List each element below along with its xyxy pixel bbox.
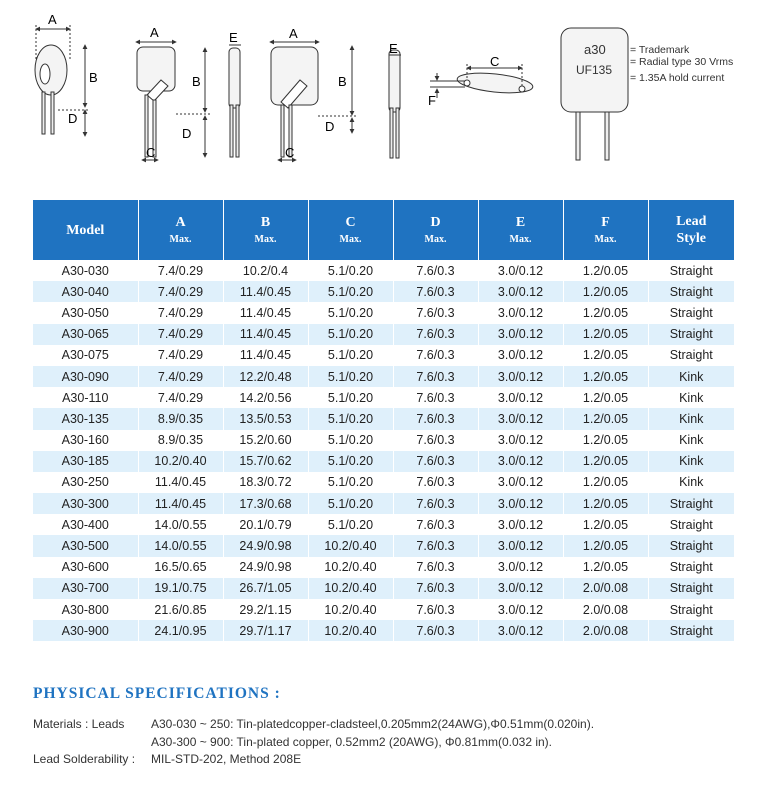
table-cell: 1.2/0.05: [563, 366, 648, 387]
table-cell: 7.4/0.29: [138, 260, 223, 281]
header-model: [33, 200, 138, 260]
table-cell: 3.0/0.12: [478, 514, 563, 535]
table-cell: Straight: [648, 557, 734, 578]
table-cell: 7.4/0.29: [138, 324, 223, 345]
table-cell: 17.3/0.68: [223, 493, 308, 514]
table-cell: Straight: [648, 620, 734, 641]
table-cell: 7.6/0.3: [393, 281, 478, 302]
label-c-4: C: [490, 54, 500, 69]
table-cell: 7.6/0.3: [393, 345, 478, 366]
table-cell: 24.1/0.95: [138, 620, 223, 641]
table-cell: A30-700: [33, 578, 138, 599]
label-a-1: A: [48, 12, 57, 27]
table-row: [33, 302, 734, 323]
table-row: [33, 620, 734, 641]
table-cell: 5.1/0.20: [308, 430, 393, 451]
table-cell: A30-300: [33, 493, 138, 514]
table-cell: 26.7/1.05: [223, 578, 308, 599]
label-b-3: B: [338, 74, 347, 89]
header-sub-text: Max.: [169, 233, 192, 245]
dimension-diagrams: [0, 0, 761, 190]
table-row: [33, 366, 734, 387]
table-cell: 2.0/0.08: [563, 620, 648, 641]
solderability-label: Lead Solderability :: [33, 752, 136, 766]
table-cell: Straight: [648, 281, 734, 302]
table-cell: 7.4/0.29: [138, 345, 223, 366]
header-lead-style: [648, 200, 734, 260]
table-cell: 1.2/0.05: [563, 451, 648, 472]
table-cell: 11.4/0.45: [223, 281, 308, 302]
table-cell: 7.6/0.3: [393, 514, 478, 535]
table-cell: 2.0/0.08: [563, 578, 648, 599]
table-cell: A30-900: [33, 620, 138, 641]
table-cell: 5.1/0.20: [308, 493, 393, 514]
table-cell: 24.9/0.98: [223, 535, 308, 556]
round-disc-diagram: [35, 25, 90, 136]
label-a-3: A: [289, 26, 298, 41]
table-cell: 13.5/0.53: [223, 408, 308, 429]
table-row: [33, 387, 734, 408]
table-cell: 7.6/0.3: [393, 408, 478, 429]
table-cell: 3.0/0.12: [478, 578, 563, 599]
table-cell: 15.7/0.62: [223, 451, 308, 472]
table-cell: Kink: [648, 408, 734, 429]
header-c: [308, 200, 393, 260]
table-cell: A30-500: [33, 535, 138, 556]
table-row: [33, 408, 734, 429]
table-cell: A30-075: [33, 345, 138, 366]
header-main-text: E: [515, 214, 526, 230]
table-cell: 1.2/0.05: [563, 345, 648, 366]
table-cell: 18.3/0.72: [223, 472, 308, 493]
table-cell: 14.2/0.56: [223, 387, 308, 408]
materials-label: Materials : Leads: [33, 717, 125, 731]
table-cell: Straight: [648, 493, 734, 514]
table-cell: 10.2/0.40: [308, 535, 393, 556]
label-d-1: D: [68, 111, 78, 126]
table-row: [33, 535, 734, 556]
table-row: [33, 324, 734, 345]
table-cell: 1.2/0.05: [563, 514, 648, 535]
header-main-text: A: [175, 214, 186, 230]
marking-note2: = Radial type 30 Vrms: [630, 56, 734, 68]
header-e: [478, 200, 563, 260]
table-cell: 10.2/0.40: [308, 620, 393, 641]
header-main-text: C: [345, 214, 356, 230]
table-cell: 7.6/0.3: [393, 599, 478, 620]
header-f: [563, 200, 648, 260]
table-row: [33, 514, 734, 535]
physical-specs-title: PHYSICAL SPECIFICATIONS :: [33, 685, 281, 702]
table-cell: Kink: [648, 451, 734, 472]
marking-note3: = 1.35A hold current: [630, 72, 725, 84]
spec-table: [33, 200, 734, 641]
table-cell: Straight: [648, 535, 734, 556]
table-cell: 7.6/0.3: [393, 387, 478, 408]
table-cell: 14.0/0.55: [138, 514, 223, 535]
table-cell: 7.6/0.3: [393, 451, 478, 472]
header-main-text: Lead: [676, 214, 707, 229]
table-cell: 3.0/0.12: [478, 451, 563, 472]
table-cell: 1.2/0.05: [563, 260, 648, 281]
table-row: [33, 260, 734, 281]
table-cell: 11.4/0.45: [138, 493, 223, 514]
solderability-line: [33, 752, 753, 768]
table-row: [33, 345, 734, 366]
table-cell: 3.0/0.12: [478, 387, 563, 408]
table-body: [33, 260, 734, 641]
table-cell: 5.1/0.20: [308, 260, 393, 281]
side-view-diagram-1: [229, 45, 241, 157]
solderability-value: MIL-STD-202, Method 208E: [151, 752, 302, 766]
marking-line1: a30: [584, 42, 606, 57]
table-cell: 11.4/0.45: [138, 472, 223, 493]
table-cell: Kink: [648, 387, 734, 408]
table-cell: A30-090: [33, 366, 138, 387]
header-main-text: D: [430, 214, 441, 230]
label-d-3: D: [325, 119, 335, 134]
table-header-row: [33, 200, 734, 260]
table-cell: A30-135: [33, 408, 138, 429]
table-cell: 5.1/0.20: [308, 472, 393, 493]
label-a-2: A: [150, 25, 159, 40]
table-cell: A30-250: [33, 472, 138, 493]
table-cell: 3.0/0.12: [478, 535, 563, 556]
table-cell: 3.0/0.12: [478, 302, 563, 323]
table-cell: A30-030: [33, 260, 138, 281]
table-cell: 5.1/0.20: [308, 302, 393, 323]
label-e-1: E: [229, 30, 238, 45]
table-cell: 10.2/0.4: [223, 260, 308, 281]
table-cell: A30-160: [33, 430, 138, 451]
table-cell: 24.9/0.98: [223, 557, 308, 578]
header-sub-text: Max.: [339, 233, 362, 245]
square-kink-diagram: [136, 42, 210, 160]
table-cell: 3.0/0.12: [478, 430, 563, 451]
table-cell: 3.0/0.12: [478, 324, 563, 345]
table-cell: 3.0/0.12: [478, 620, 563, 641]
table-cell: 7.6/0.3: [393, 366, 478, 387]
table-cell: 8.9/0.35: [138, 408, 223, 429]
table-cell: A30-185: [33, 451, 138, 472]
table-cell: 5.1/0.20: [308, 366, 393, 387]
header-sub-text: Max.: [254, 233, 277, 245]
table-cell: 3.0/0.12: [478, 599, 563, 620]
table-row: [33, 578, 734, 599]
table-cell: Straight: [648, 578, 734, 599]
table-cell: A30-040: [33, 281, 138, 302]
table-cell: 15.2/0.60: [223, 430, 308, 451]
table-cell: 5.1/0.20: [308, 281, 393, 302]
table-cell: 7.4/0.29: [138, 302, 223, 323]
table-cell: 1.2/0.05: [563, 557, 648, 578]
table-cell: 7.4/0.29: [138, 281, 223, 302]
label-b-2: B: [192, 74, 201, 89]
label-c-3: C: [285, 145, 295, 160]
table-cell: Kink: [648, 472, 734, 493]
label-c-2: C: [146, 145, 156, 160]
table-cell: 7.4/0.29: [138, 366, 223, 387]
label-e-2: E: [389, 41, 398, 56]
table-cell: 1.2/0.05: [563, 493, 648, 514]
table-cell: 19.1/0.75: [138, 578, 223, 599]
label-f: F: [428, 93, 436, 108]
table-cell: 7.6/0.3: [393, 472, 478, 493]
table-cell: 7.6/0.3: [393, 578, 478, 599]
table-cell: 10.2/0.40: [308, 599, 393, 620]
table-cell: 29.7/1.17: [223, 620, 308, 641]
table-cell: 10.2/0.40: [308, 578, 393, 599]
materials-value-2: A30-300 ~ 900: Tin-plated copper, 0.52mm2 (20AWG), Φ0.81mm(0.032 in).: [151, 735, 552, 749]
materials-line-2: [33, 735, 753, 751]
marking-line2: UF135: [576, 63, 613, 77]
table-cell: 29.2/1.15: [223, 599, 308, 620]
header-main-text: B: [260, 214, 271, 230]
table-cell: 7.6/0.3: [393, 260, 478, 281]
table-cell: 3.0/0.12: [478, 557, 563, 578]
header-sub-text: Max.: [594, 233, 617, 245]
header-main-text: F: [601, 214, 610, 230]
lead-cross-section-diagram: [430, 64, 534, 98]
table-cell: 8.9/0.35: [138, 430, 223, 451]
table-cell: 1.2/0.05: [563, 387, 648, 408]
table-cell: A30-050: [33, 302, 138, 323]
table-cell: 1.2/0.05: [563, 281, 648, 302]
table-cell: 1.2/0.05: [563, 302, 648, 323]
table-cell: 1.2/0.05: [563, 430, 648, 451]
table-cell: 20.1/0.79: [223, 514, 308, 535]
table-cell: 12.2/0.48: [223, 366, 308, 387]
table-cell: 2.0/0.08: [563, 599, 648, 620]
table-cell: 3.0/0.12: [478, 493, 563, 514]
table-cell: 11.4/0.45: [223, 302, 308, 323]
table-row: [33, 430, 734, 451]
table-row: [33, 557, 734, 578]
header-sub-text: Style: [676, 231, 707, 246]
table-cell: 5.1/0.20: [308, 451, 393, 472]
table-cell: A30-110: [33, 387, 138, 408]
header-b: [223, 200, 308, 260]
table-row: [33, 281, 734, 302]
table-cell: 7.6/0.3: [393, 430, 478, 451]
table-cell: 3.0/0.12: [478, 472, 563, 493]
table-cell: 7.6/0.3: [393, 324, 478, 345]
label-d-2: D: [182, 126, 192, 141]
table-cell: Straight: [648, 345, 734, 366]
table-cell: 16.5/0.65: [138, 557, 223, 578]
table-cell: 7.6/0.3: [393, 620, 478, 641]
table-cell: 3.0/0.12: [478, 366, 563, 387]
materials-line: [33, 717, 753, 733]
table-cell: A30-600: [33, 557, 138, 578]
header-a: [138, 200, 223, 260]
materials-value-1: A30-030 ~ 250: Tin-platedcopper-cladsteel,0.205mm2(24AWG),Φ0.51mm(0.020in).: [151, 717, 595, 731]
table-cell: 21.6/0.85: [138, 599, 223, 620]
table-cell: 11.4/0.45: [223, 324, 308, 345]
table-cell: A30-400: [33, 514, 138, 535]
table-cell: 7.6/0.3: [393, 493, 478, 514]
header-main-text: Model: [66, 222, 105, 238]
table-cell: A30-065: [33, 324, 138, 345]
table-cell: 3.0/0.12: [478, 260, 563, 281]
table-cell: 7.6/0.3: [393, 535, 478, 556]
square-straight-diagram: [270, 42, 357, 160]
table-cell: 10.2/0.40: [138, 451, 223, 472]
marking-note1: = Trademark: [630, 44, 690, 56]
table-cell: 5.1/0.20: [308, 345, 393, 366]
table-cell: 7.6/0.3: [393, 557, 478, 578]
table-cell: Kink: [648, 366, 734, 387]
table-cell: 1.2/0.05: [563, 408, 648, 429]
header-sub-text: Max.: [424, 233, 447, 245]
table-cell: 1.2/0.05: [563, 472, 648, 493]
table-cell: 1.2/0.05: [563, 324, 648, 345]
side-view-diagram-2: [389, 50, 401, 158]
table-cell: 5.1/0.20: [308, 387, 393, 408]
table-cell: 7.4/0.29: [138, 387, 223, 408]
table-cell: 7.6/0.3: [393, 302, 478, 323]
table-row: [33, 451, 734, 472]
table-cell: 10.2/0.40: [308, 557, 393, 578]
table-cell: 5.1/0.20: [308, 408, 393, 429]
header-sub-text: Max.: [509, 233, 532, 245]
table-cell: Straight: [648, 514, 734, 535]
table-cell: 14.0/0.55: [138, 535, 223, 556]
table-cell: 3.0/0.12: [478, 345, 563, 366]
table-row: [33, 599, 734, 620]
table-row: [33, 493, 734, 514]
table-cell: A30-800: [33, 599, 138, 620]
table-cell: 3.0/0.12: [478, 408, 563, 429]
table-cell: 5.1/0.20: [308, 514, 393, 535]
table-row: [33, 472, 734, 493]
table-cell: 1.2/0.05: [563, 535, 648, 556]
table-cell: Straight: [648, 324, 734, 345]
table-cell: Kink: [648, 430, 734, 451]
table-cell: Straight: [648, 260, 734, 281]
table-cell: Straight: [648, 599, 734, 620]
label-b-1: B: [89, 70, 98, 85]
table-cell: 11.4/0.45: [223, 345, 308, 366]
header-d: [393, 200, 478, 260]
table-cell: 5.1/0.20: [308, 324, 393, 345]
table-cell: Straight: [648, 302, 734, 323]
table-cell: 3.0/0.12: [478, 281, 563, 302]
